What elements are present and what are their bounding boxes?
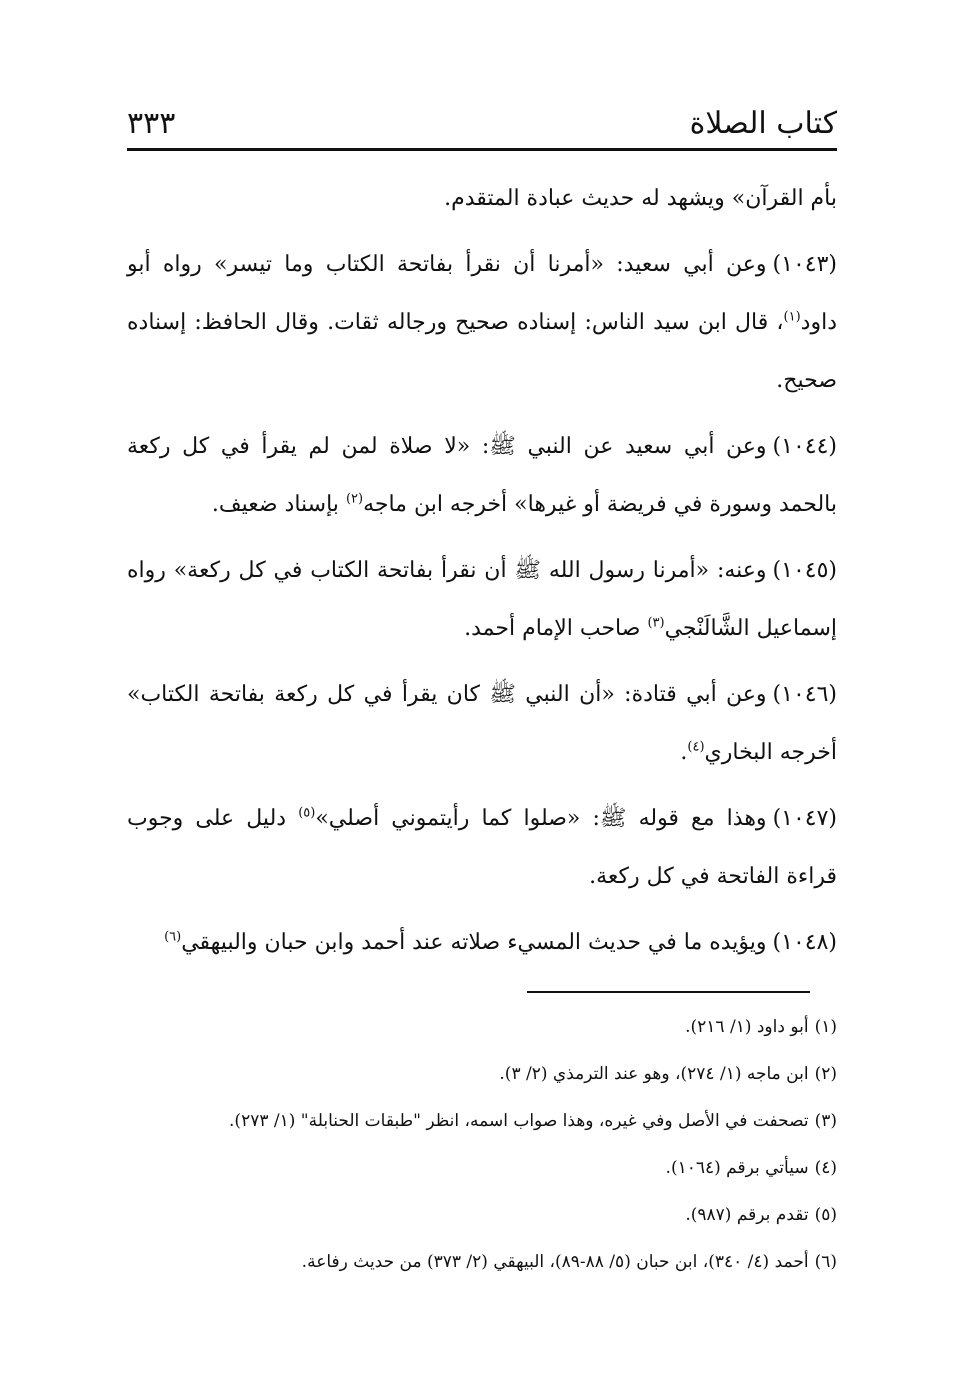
main-text (127, 170, 837, 980)
footnote-number: (٣) (814, 1111, 837, 1131)
hadith-1046 (127, 666, 837, 782)
hadith-text: ويؤيده ما في حديث المسيء صلاته عند أحمد وابن حبان والبيهقي (181, 930, 767, 955)
footnote-1 (127, 1010, 837, 1045)
hadith-text: وهذا مع قوله ﷺ: «صلوا كما رأيتموني أصلي» (315, 806, 767, 831)
footnote-text: ابن ماجه (١/ ٢٧٤)، وهو عند الترمذي (٢/ ٣). (499, 1064, 809, 1084)
footnote-text: أحمد (٤/ ٣٤٠)، ابن حبان (٥/ ٨٨-٨٩)، البيهقي (٢/ ٣٧٣) من حديث رفاعة. (301, 1252, 809, 1272)
footnote-number: (١) (814, 1017, 837, 1037)
paragraph-text: بأم القرآن» ويشهد له حديث عبادة المتقدم. (444, 186, 837, 211)
footnotes (127, 1010, 837, 1292)
footnote-number: (٥) (814, 1205, 837, 1225)
hadith-text-after: بإسناد ضعيف. (211, 492, 346, 517)
footnote-text: تقدم برقم (٩٨٧). (685, 1205, 809, 1225)
footnote-divider (527, 991, 810, 993)
paragraph-continuation (127, 170, 837, 228)
footnote-6 (127, 1245, 837, 1280)
hadith-text: وعن أبي سعيد: «أمرنا أن نقرأ بفاتحة الكتاب وما تيسر» رواه أبو داود (127, 252, 837, 335)
footnote-text: تصحفت في الأصل وفي غيره، وهذا صواب اسمه، انظر "طبقات الحنابلة" (١/ ٢٧٣). (229, 1111, 809, 1131)
hadith-text-after: صاحب الإمام أحمد. (464, 616, 648, 641)
hadith-1045 (127, 542, 837, 658)
footnote-reference[interactable]: (٢) (345, 491, 364, 507)
footnote-reference[interactable]: (١) (783, 309, 801, 325)
footnote-reference[interactable]: (٣) (647, 615, 665, 631)
hadith-text-after: . (680, 740, 688, 765)
hadith-1044 (127, 418, 837, 534)
footnote-number: (٤) (814, 1158, 837, 1178)
hadith-1043 (127, 236, 837, 410)
header-divider (127, 148, 837, 151)
footnote-5 (127, 1198, 837, 1233)
footnote-reference[interactable]: (٥) (298, 805, 316, 821)
hadith-text-after: دليل على وجوب قراءة الفاتحة في كل ركعة. (127, 806, 837, 889)
footnote-2 (127, 1057, 837, 1092)
hadith-text: وعن أبي سعيد عن النبي ﷺ: «لا صلاة لمن لم يقرأ في كل ركعة بالحمد وسورة في فريضة أو غيرها» أخرجه ابن ماجه (127, 434, 837, 517)
hadith-number: (١٠٤٣) (772, 252, 837, 277)
book-title: كتاب الصلاة (689, 106, 837, 141)
hadith-1047 (127, 790, 837, 906)
footnote-text: أبو داود (١/ ٢١٦). (685, 1017, 809, 1037)
hadith-1048 (127, 914, 837, 972)
hadith-number: (١٠٤٦) (772, 682, 837, 707)
hadith-text: وعن أبي قتادة: «أن النبي ﷺ كان يقرأ في كل ركعة بفاتحة الكتاب» أخرجه البخاري (127, 682, 837, 765)
footnote-3 (127, 1104, 837, 1139)
hadith-number: (١٠٤٥) (772, 558, 837, 583)
hadith-number: (١٠٤٨) (772, 930, 837, 955)
footnote-number: (٢) (814, 1064, 837, 1084)
footnote-reference[interactable]: (٤) (687, 739, 705, 755)
running-header (127, 96, 837, 144)
footnote-reference[interactable]: (٦) (164, 929, 182, 945)
hadith-text-after: ، قال ابن سيد الناس: إسناده صحيح ورجاله ثقات. وقال الحافظ: إسناده صحيح. (127, 310, 837, 393)
hadith-text: وعنه: «أمرنا رسول الله ﷺ أن نقرأ بفاتحة الكتاب في كل ركعة» رواه إسماعيل الشَّالَنْجي (127, 558, 837, 641)
footnote-text: سيأتي برقم (١٠٦٤). (665, 1158, 809, 1178)
page-number: ٣٣٣ (127, 106, 176, 141)
hadith-number: (١٠٤٤) (772, 434, 837, 459)
hadith-number: (١٠٤٧) (772, 806, 838, 831)
footnote-4 (127, 1151, 837, 1186)
footnote-number: (٦) (814, 1252, 837, 1272)
